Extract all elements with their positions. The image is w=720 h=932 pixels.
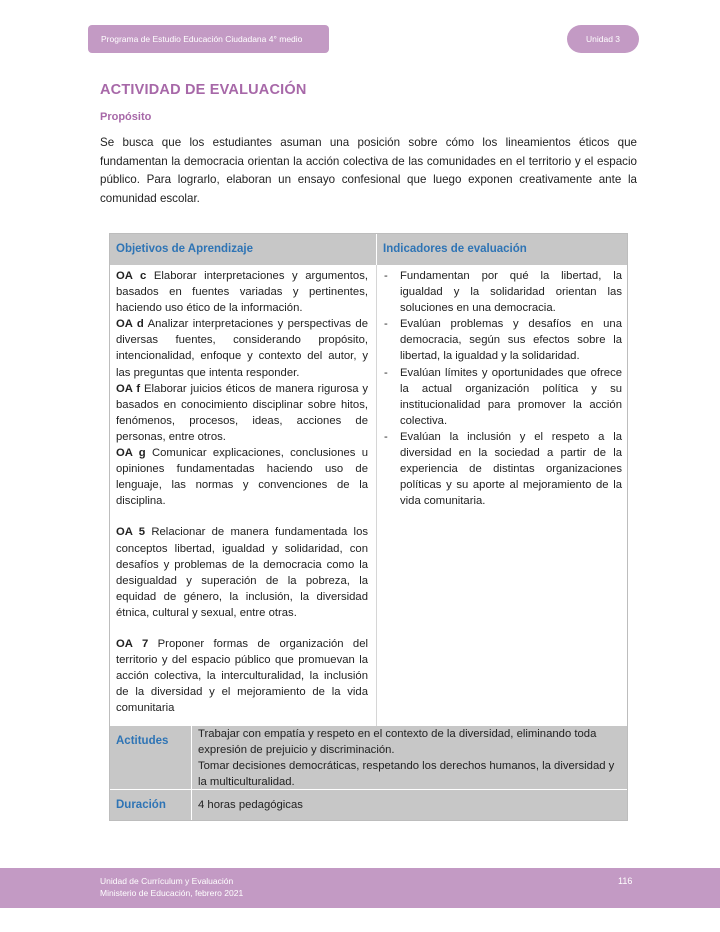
- footer-unit: Unidad de Currículum y Evaluación: [100, 876, 234, 886]
- objective-item: [116, 316, 368, 380]
- objective-text: Proponer formas de organización del territorio y del espacio público que promuevan la acción colectiva, la interculturalidad, la inclusión de la diversidad y el mejoramiento de la vida comunitaria: [116, 637, 369, 715]
- objective-item: [116, 636, 368, 716]
- indicator-text: Evalúan la inclusión y el respeto a la diversidad en la sociedad a partir de la experiencia de distintas organizaciones políticas y su aporte al mejoramiento de la vida comunitaria.: [400, 430, 622, 508]
- attitudes-value: [192, 726, 627, 789]
- indicator-item: [382, 316, 622, 364]
- indicator-item: [382, 429, 622, 509]
- page-number: 116: [618, 876, 633, 886]
- objective-item: [116, 268, 368, 316]
- indicators-header: Indicadores de evaluación: [377, 234, 627, 265]
- program-header-bar: [88, 25, 329, 53]
- duration-value: 4 horas pedagógicas: [192, 790, 627, 820]
- bullet-dash: -: [384, 430, 388, 443]
- objective-text: Analizar interpretaciones y perspectivas de diversas fuentes, considerando propósito, intencionalidad, enfoque y contexto del autor, y las preguntas que intenta responder.: [116, 318, 368, 379]
- bullet-dash: -: [384, 318, 388, 331]
- objective-code: OA g: [116, 447, 146, 460]
- purpose-heading: Propósito: [100, 111, 152, 123]
- column-divider: [376, 265, 377, 726]
- indicator-item: [382, 365, 622, 429]
- duration-label: Duración: [110, 790, 191, 820]
- objective-item: [116, 524, 368, 621]
- unit-badge: [567, 25, 639, 53]
- attitude-item: Trabajar con empatía y respeto en el contexto de la diversidad, eliminando toda expresión de prejuicio y discriminación.: [198, 728, 597, 756]
- objective-item: [116, 381, 368, 445]
- bullet-dash: -: [384, 366, 388, 379]
- objective-code: OA f: [116, 382, 141, 395]
- program-title: Programa de Estudio Educación Ciudadana 4° medio: [101, 34, 303, 44]
- indicator-text: Evalúan problemas y desafíos en una democracia, según sus efectos sobre la libertad, la igualdad y la solidaridad.: [400, 318, 622, 363]
- indicators-list: [382, 268, 622, 509]
- objectives-header: Objetivos de Aprendizaje: [110, 234, 377, 265]
- objective-text: Elaborar interpretaciones y argumentos, basados en fuentes variadas y pertinentes, haciendo uso ético de la información.: [116, 270, 368, 315]
- evaluation-table: [109, 233, 628, 821]
- page-title: ACTIVIDAD DE EVALUACIÓN: [100, 82, 307, 98]
- objective-code: OA d: [116, 318, 144, 331]
- indicator-text: Evalúan límites y oportunidades que ofrece la actual organización política y su institucionalidad para promover la acción colectiva.: [400, 366, 622, 427]
- indicator-item: [382, 268, 622, 316]
- purpose-text: Se busca que los estudiantes asuman una posición sobre cómo los lineamientos éticos que fundamentan la democracia orientan la acción colectiva de las comunidades en el territorio y el espacio público. Para lograrlo, elaboran un ensayo confesional que luego exponen creativamente ante la comunidad escolar.: [100, 136, 637, 205]
- objective-text: Comunicar explicaciones, conclusiones u opiniones fundamentadas haciendo uso de lenguaje, las normas y convenciones de la disciplina.: [116, 447, 368, 508]
- objectives-list: [116, 268, 368, 716]
- objective-text: Elaborar juicios éticos de manera rigurosa y basados en conocimiento disciplinar sobre hitos, fenómenos, procesos, ideas, acciones de personas, entre otros.: [116, 382, 368, 443]
- bullet-dash: -: [384, 270, 388, 282]
- unit-label: Unidad 3: [585, 34, 621, 44]
- footer-ministry: Ministerio de Educación, febrero 2021: [100, 888, 244, 898]
- indicator-text: Fundamentan por qué la libertad, la igualdad y la solidaridad orientan las soluciones en una democracia.: [400, 270, 622, 315]
- objective-item: [116, 445, 368, 509]
- attitude-item: Tomar decisiones democráticas, respetando los derechos humanos, la diversidad y la multiculturalidad.: [198, 760, 615, 788]
- objective-code: OA 7: [116, 637, 149, 650]
- objective-code: OA c: [116, 270, 147, 282]
- attitudes-label: Actitudes: [110, 726, 191, 789]
- objective-code: OA 5: [116, 526, 146, 539]
- objective-text: Relacionar de manera fundamentada los conceptos libertad, igualdad y solidaridad, con desafíos y problemas de la democracia como la desigualdad y superación de la pobreza, la equidad de género, la inclusión, la diversidad étnica, cultural y sexual, entre otras.: [116, 526, 368, 619]
